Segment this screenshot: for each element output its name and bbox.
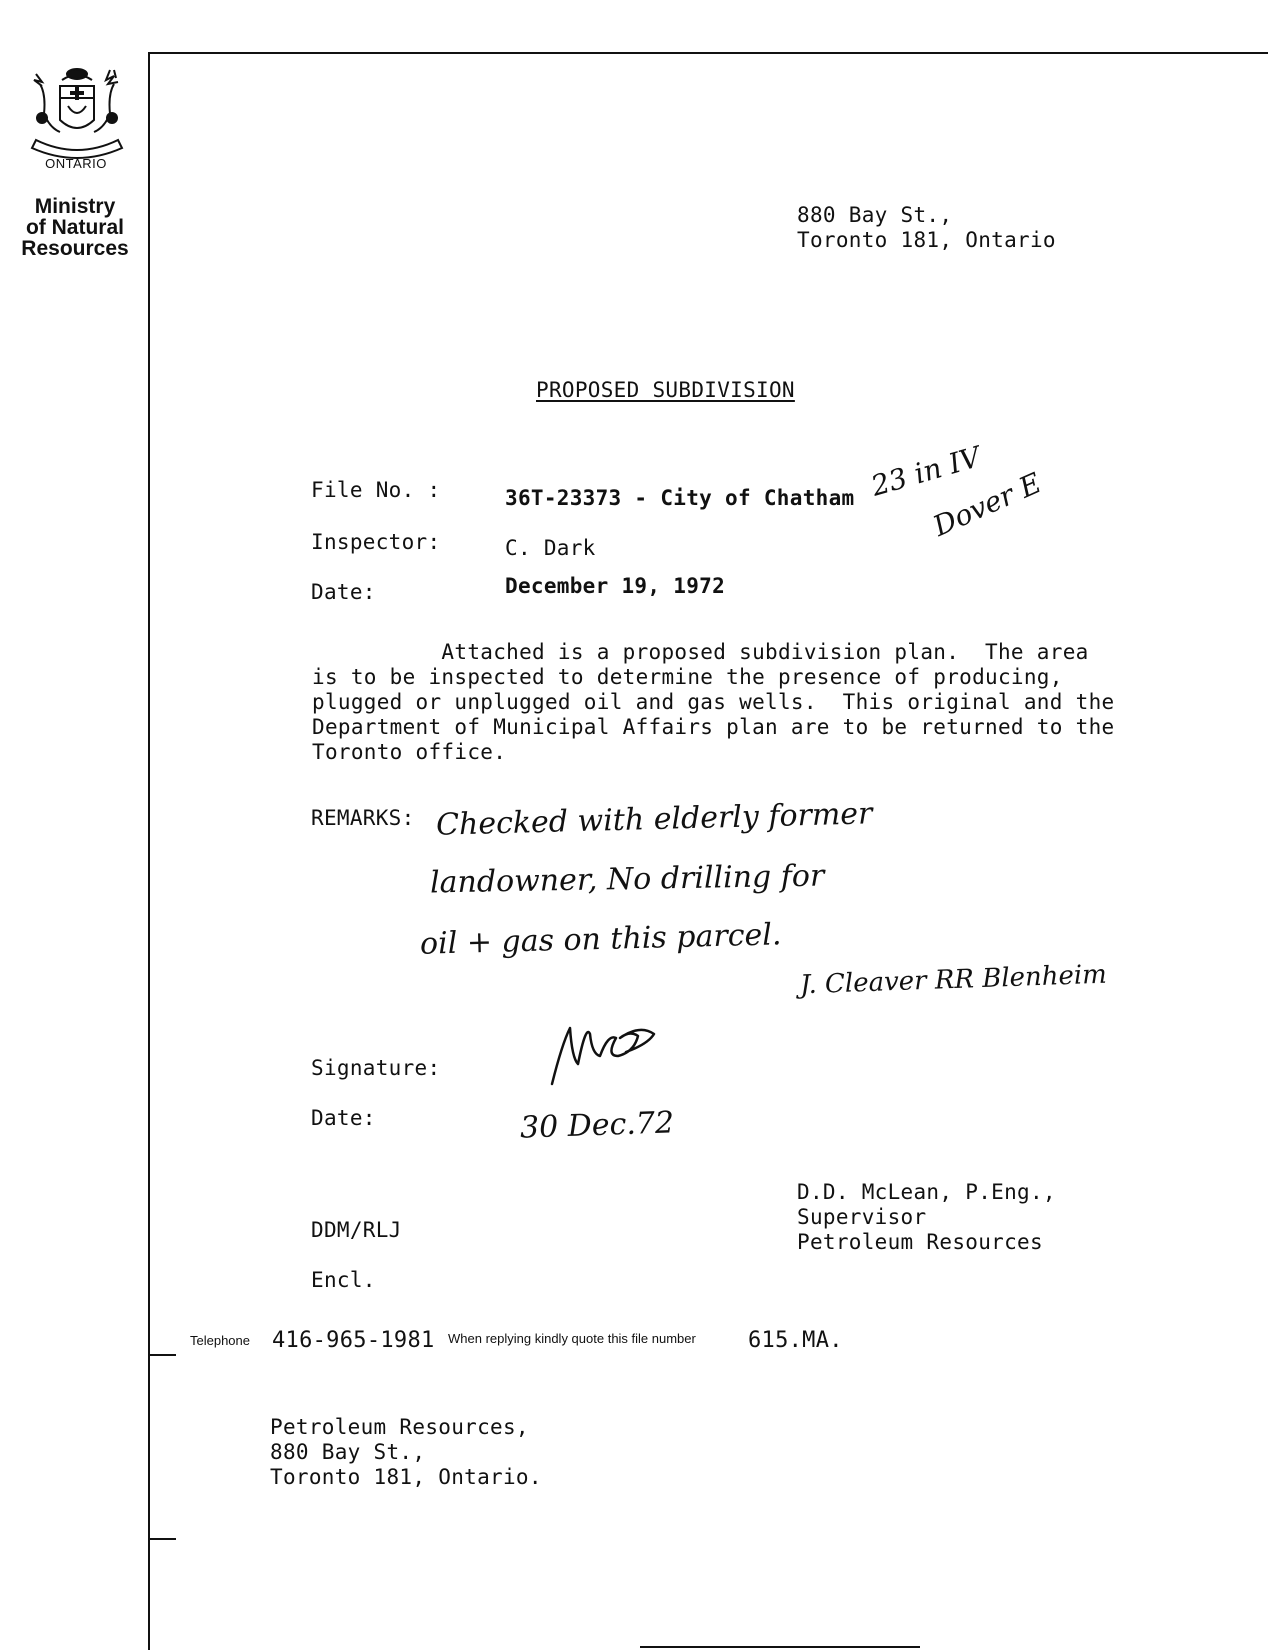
return-address	[797, 203, 1056, 253]
ontario-coat-of-arms-icon	[22, 62, 132, 162]
remarks-label: REMARKS:	[311, 806, 415, 830]
signatory-block	[797, 1180, 1056, 1255]
date-label: Date:	[311, 580, 376, 604]
bottom-rule	[640, 1646, 920, 1648]
inspector-label: Inspector:	[311, 530, 441, 554]
paragraph-line-3: plugged or unplugged oil and gas wells. This original and the	[312, 690, 1115, 714]
inspector-signature	[540, 1020, 700, 1090]
file-number: 615.MA.	[748, 1328, 843, 1353]
mailing-address	[270, 1415, 542, 1490]
signature-label: Signature:	[311, 1056, 441, 1080]
signatory-name: D.D. McLean, P.Eng.,	[797, 1180, 1056, 1204]
top-rule	[148, 52, 1268, 54]
left-margin-rule	[148, 54, 150, 1650]
ministry-name	[8, 196, 142, 259]
signatory-department: Petroleum Resources	[797, 1230, 1043, 1254]
ministry-line-1: Ministry	[34, 195, 116, 218]
mailing-address-line-2: 880 Bay St.,	[270, 1440, 426, 1464]
paragraph-line-5: Toronto office.	[312, 740, 507, 764]
handwritten-township-note: Dover E	[928, 466, 1047, 543]
inspector-value: C. Dark	[505, 536, 596, 560]
document-heading: PROPOSED SUBDIVISION	[536, 378, 795, 402]
province-name: ONTARIO	[45, 156, 107, 171]
fold-mark-lower	[148, 1538, 176, 1540]
enclosure-note: Encl.	[311, 1268, 376, 1292]
file-no-label: File No. :	[311, 478, 441, 502]
return-address-line-1: 880 Bay St.,	[797, 203, 953, 227]
return-address-line-2: Toronto 181, Ontario	[797, 228, 1056, 252]
remarks-line-2: landowner, No drilling for	[429, 858, 825, 901]
remarks-line-3: oil + gas on this parcel.	[419, 917, 782, 962]
mailing-address-line-1: Petroleum Resources,	[270, 1415, 529, 1439]
file-no-value: 36T-23373 - City of Chatham	[505, 486, 855, 510]
ministry-line-3: Resources	[21, 237, 129, 260]
signature-date-label: Date:	[311, 1106, 376, 1130]
mailing-address-line-3: Toronto 181, Ontario.	[270, 1465, 542, 1489]
date-value: December 19, 1972	[505, 574, 726, 598]
fold-mark-upper	[148, 1354, 176, 1356]
paragraph-line-2: is to be inspected to determine the presence of producing,	[312, 665, 1063, 689]
ministry-line-2: of Natural	[25, 216, 124, 239]
instruction-paragraph	[312, 640, 1132, 765]
handwritten-lot-note: 23 in IV	[867, 440, 985, 503]
reference-initials: DDM/RLJ	[311, 1218, 402, 1242]
remarks-landowner-note: J. Cleaver RR Blenheim	[799, 959, 1108, 1001]
signatory-title: Supervisor	[797, 1205, 927, 1229]
paragraph-line-4: Department of Municipal Affairs plan are to be returned to the	[312, 715, 1115, 739]
paragraph-line-1: Attached is a proposed subdivision plan. The area	[312, 640, 1089, 664]
telephone-number: 416-965-1981	[272, 1328, 435, 1353]
quote-instruction: When replying kindly quote this file number	[448, 1331, 696, 1346]
signature-date-value: 30 Dec.72	[519, 1105, 675, 1146]
remarks-line-1: Checked with elderly former	[435, 796, 873, 843]
telephone-label: Telephone	[190, 1333, 250, 1348]
